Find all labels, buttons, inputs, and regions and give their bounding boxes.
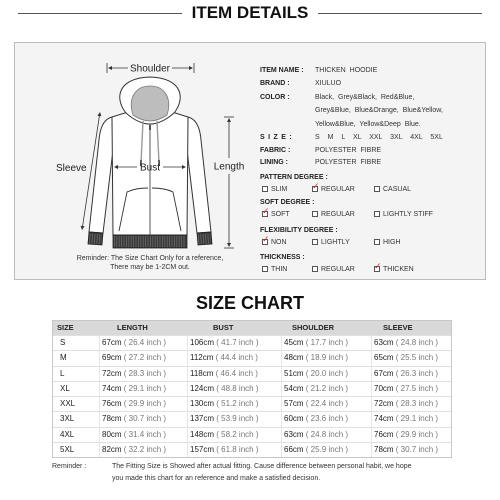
cm-value: 69cm	[102, 353, 122, 363]
inch-value: ( 23.6 inch )	[305, 414, 349, 424]
color-value-line-1: Black, Grey&Black, Red&Blue,	[315, 94, 415, 101]
degree-option	[262, 234, 287, 248]
fabric-value: POLYESTER FIBRE	[315, 147, 382, 154]
inch-value: ( 25.5 inch )	[395, 353, 439, 363]
left-sleeve	[89, 117, 113, 233]
size-row	[53, 396, 451, 411]
inch-value: ( 26.3 inch )	[395, 368, 439, 378]
inch-value: ( 51.2 inch )	[216, 399, 259, 409]
size-row	[53, 381, 451, 396]
degree-option	[374, 210, 433, 220]
measurement-cell	[187, 428, 281, 442]
column-header-shoulder: SHOULDER	[292, 323, 335, 332]
diagram-reminder-line-2: There may be 1-2CM out.	[110, 264, 190, 271]
checkbox-icon	[312, 239, 318, 245]
cm-value: 60cm	[284, 414, 304, 424]
inch-value: ( 32.2 inch )	[123, 445, 167, 455]
cm-value: 67cm	[374, 368, 394, 378]
degree-option-label: NON	[271, 239, 287, 246]
size-chart-title: SIZE CHART	[196, 293, 304, 313]
checkbox-icon	[312, 266, 318, 272]
degree-option	[374, 238, 401, 248]
size-row	[53, 366, 451, 381]
inch-value: ( 30.7 inch )	[395, 445, 439, 455]
size-row	[53, 427, 451, 442]
cm-value: 65cm	[374, 353, 394, 363]
degree-option	[374, 261, 414, 275]
size-cell: S	[60, 338, 66, 347]
size-value: S M L XL XXL 3XL 4XL 5XL	[315, 134, 443, 141]
size-cell: XL	[60, 383, 70, 393]
measurement-cell	[281, 336, 371, 350]
measurement-cell	[99, 336, 187, 350]
checked-box-icon	[312, 181, 320, 192]
inch-value: ( 58.2 inch )	[216, 429, 259, 439]
degree-label: FLEXIBILITY DEGREE :	[260, 227, 338, 234]
measurement-cell	[371, 336, 451, 350]
shoulder-arrowhead-right-icon	[189, 66, 193, 70]
measurement-cell	[99, 351, 187, 365]
measurement-cell	[281, 428, 371, 442]
length-arrowhead-bottom-icon	[227, 243, 231, 247]
degree-option	[374, 185, 411, 195]
measurement-cell	[99, 428, 187, 442]
checked-box-icon	[374, 261, 382, 272]
check-icon: ✓	[312, 181, 320, 192]
cm-value: 48cm	[284, 353, 304, 363]
measurement-cell	[371, 351, 451, 365]
cm-value: 112cm	[190, 353, 214, 363]
degree-option-label: SOFT	[271, 211, 290, 218]
degree-option-label: REGULAR	[321, 186, 355, 193]
checkbox-icon	[374, 211, 380, 217]
inch-value: ( 20.0 inch )	[305, 368, 349, 378]
cm-value: 74cm	[102, 383, 122, 393]
diagram-reminder	[30, 254, 270, 272]
cm-value: 124cm	[190, 383, 215, 393]
cm-value: 78cm	[102, 414, 122, 424]
measurement-cell	[371, 443, 451, 457]
measurement-cell	[99, 382, 187, 396]
right-sleeve	[187, 117, 211, 233]
inch-value: ( 31.4 inch )	[123, 429, 167, 439]
inch-value: ( 29.9 inch )	[123, 399, 167, 409]
diagram-reminder-line-1: Reminder: The Size Chart Only for a reference,	[76, 255, 224, 262]
measurement-cell	[99, 443, 187, 457]
degree-option	[312, 210, 355, 220]
inch-value: ( 27.5 inch )	[395, 383, 439, 393]
inch-value: ( 48.8 inch )	[216, 383, 259, 393]
degree-option-label: REGULAR	[321, 266, 355, 273]
cm-value: 137cm	[190, 414, 215, 424]
item-details-title: ITEM DETAILS	[191, 3, 309, 22]
cm-value: 148cm	[190, 429, 215, 439]
check-icon: ✓	[374, 261, 382, 272]
cm-value: 74cm	[374, 414, 394, 424]
hoodie-measurement-diagram	[14, 42, 258, 280]
cm-value: 72cm	[102, 368, 122, 378]
hood-lining	[131, 86, 168, 121]
checkbox-icon	[262, 266, 268, 272]
check-icon: ✓	[262, 206, 270, 217]
inch-value: ( 46.4 inch )	[215, 368, 258, 378]
degree-option	[312, 181, 355, 195]
cm-value: 54cm	[284, 383, 304, 393]
shoulder-label: Shoulder	[129, 63, 171, 75]
size-cell: L	[60, 368, 65, 378]
check-icon: ✓	[262, 234, 270, 245]
checkbox-icon	[374, 186, 380, 192]
measurement-cell	[187, 412, 281, 426]
measurement-cell	[187, 397, 281, 411]
cm-value: 63cm	[284, 429, 304, 439]
size-cell: 4XL	[60, 429, 75, 439]
cm-value: 106cm	[190, 338, 215, 347]
measurement-cell	[281, 443, 371, 457]
inch-value: ( 17.7 inch )	[305, 338, 349, 347]
degree-option	[262, 206, 290, 220]
cm-value: 82cm	[102, 445, 122, 455]
inch-value: ( 24.8 inch )	[395, 338, 439, 347]
degree-option-label: SLIM	[271, 186, 288, 193]
degree-option-label: THIN	[271, 266, 288, 273]
checked-box-icon	[262, 206, 270, 217]
inch-value: ( 18.9 inch )	[305, 353, 349, 363]
measurement-cell	[187, 443, 281, 457]
size-table-body	[53, 335, 451, 457]
color-value-line-3: Yellow&Blue, Yellow&Deep Blue.	[315, 121, 421, 128]
degree-option-label: THICKEN	[383, 266, 414, 273]
cm-value: 63cm	[374, 338, 394, 347]
size-row	[53, 335, 451, 350]
item-name-label: ITEM NAME :	[260, 67, 304, 74]
color-value-line-2: Grey&Blue, Blue&Orange, Blue&Yellow,	[315, 107, 443, 114]
cm-value: 45cm	[284, 338, 304, 347]
measurement-cell	[99, 367, 187, 381]
measurement-cell	[187, 367, 281, 381]
column-header-sleeve: SLEEVE	[383, 323, 413, 332]
degree-option	[262, 265, 287, 275]
measurement-cell	[187, 336, 281, 350]
size-cell: XXL	[60, 399, 76, 409]
column-header-size: SIZE	[57, 323, 74, 332]
inch-value: ( 24.8 inch )	[305, 429, 349, 439]
cm-value: 72cm	[374, 399, 394, 409]
cm-value: 76cm	[374, 429, 394, 439]
cm-value: 66cm	[284, 445, 304, 455]
measurement-cell	[371, 367, 451, 381]
inch-value: ( 61.8 inch )	[216, 445, 259, 455]
size-row	[53, 411, 451, 426]
lining-label: LINING :	[260, 159, 288, 166]
size-label: S I Z E :	[260, 134, 292, 141]
zipper-pull	[149, 125, 151, 130]
cm-value: 70cm	[374, 383, 394, 393]
inch-value: ( 29.9 inch )	[395, 429, 439, 439]
checkbox-icon	[262, 186, 268, 192]
cm-value: 78cm	[374, 445, 394, 455]
column-header-length: LENGTH	[117, 323, 148, 332]
length-label: Length	[213, 161, 245, 173]
cm-value: 51cm	[284, 368, 304, 378]
measurement-cell	[187, 351, 281, 365]
shoulder-arrowhead-left-icon	[108, 66, 112, 70]
size-cell: M	[60, 353, 67, 363]
size-table-header	[53, 321, 451, 335]
measurement-cell	[371, 382, 451, 396]
bust-label: Bust	[139, 162, 161, 174]
size-cell: 5XL	[60, 445, 75, 455]
inch-value: ( 21.2 inch )	[305, 383, 349, 393]
lining-value: POLYESTER FIBRE	[315, 159, 382, 166]
degree-option-label: HIGH	[383, 239, 401, 246]
measurement-cell	[281, 397, 371, 411]
cm-value: 157cm	[190, 445, 215, 455]
measurement-cell	[187, 382, 281, 396]
inch-value: ( 53.9 inch )	[216, 414, 259, 424]
inch-value: ( 22.4 inch )	[305, 399, 349, 409]
fitting-reminder-label: Reminder :	[52, 463, 87, 470]
size-row	[53, 350, 451, 365]
measurement-cell	[371, 428, 451, 442]
inch-value: ( 28.3 inch )	[395, 399, 439, 409]
measurement-cell	[281, 382, 371, 396]
degree-label: THICKNESS :	[260, 254, 305, 261]
measurement-cell	[99, 397, 187, 411]
size-cell: 3XL	[60, 414, 75, 424]
degree-option	[312, 238, 350, 248]
degree-option-label: LIGHTLY	[321, 239, 350, 246]
checked-box-icon	[262, 234, 270, 245]
inch-value: ( 41.7 inch )	[216, 338, 259, 347]
brand-label: BRAND :	[260, 80, 290, 87]
inch-value: ( 25.9 inch )	[305, 445, 349, 455]
measurement-cell	[99, 412, 187, 426]
degree-option	[262, 185, 287, 195]
fabric-label: FABRIC :	[260, 147, 291, 154]
measurement-cell	[281, 351, 371, 365]
degree-option-label: CASUAL	[383, 186, 412, 193]
measurement-cell	[371, 397, 451, 411]
fitting-reminder-line-2: you made this chart for an reference and make a satisfied decision.	[112, 475, 321, 482]
column-header-bust: BUST	[213, 323, 234, 332]
size-row	[53, 442, 451, 457]
degree-option-label: REGULAR	[321, 211, 355, 218]
checkbox-icon	[374, 239, 380, 245]
sleeve-arrowhead-top-icon	[97, 112, 101, 116]
fitting-reminder-line-1: The Fitting Size is Showed after actual fitting. Cause difference between personal habit, we hope	[112, 463, 412, 470]
sleeve-label: Sleeve	[56, 163, 87, 174]
brand-value: XIULUO	[315, 80, 342, 87]
cm-value: 76cm	[102, 399, 122, 409]
length-arrowhead-top-icon	[227, 118, 231, 122]
degree-option	[312, 265, 355, 275]
measurement-cell	[281, 412, 371, 426]
cm-value: 67cm	[102, 338, 122, 347]
inch-value: ( 30.7 inch )	[123, 414, 167, 424]
inch-value: ( 29.1 inch )	[395, 414, 439, 424]
measurement-cell	[371, 412, 451, 426]
cm-value: 57cm	[284, 399, 304, 409]
inch-value: ( 28.3 inch )	[123, 368, 167, 378]
right-cuff	[197, 232, 212, 245]
degree-label: SOFT DEGREE :	[260, 199, 315, 206]
inch-value: ( 26.4 inch )	[123, 338, 167, 347]
checkbox-icon	[312, 211, 318, 217]
cm-value: 80cm	[102, 429, 122, 439]
inch-value: ( 27.2 inch )	[123, 353, 167, 363]
degree-label: PATTERN DEGREE :	[260, 174, 328, 181]
degree-option-label: LIGHTLY STIFF	[383, 211, 433, 218]
inch-value: ( 29.1 inch )	[123, 383, 167, 393]
inch-value: ( 44.4 inch )	[215, 353, 258, 363]
measurement-cell	[281, 367, 371, 381]
cm-value: 118cm	[190, 368, 214, 378]
cm-value: 130cm	[190, 399, 215, 409]
sleeve-arrowhead-bottom-icon	[81, 226, 85, 230]
item-name-value: THICKEN HOODIE	[315, 67, 378, 74]
size-chart-table	[52, 320, 452, 458]
color-label: COLOR :	[260, 94, 290, 101]
